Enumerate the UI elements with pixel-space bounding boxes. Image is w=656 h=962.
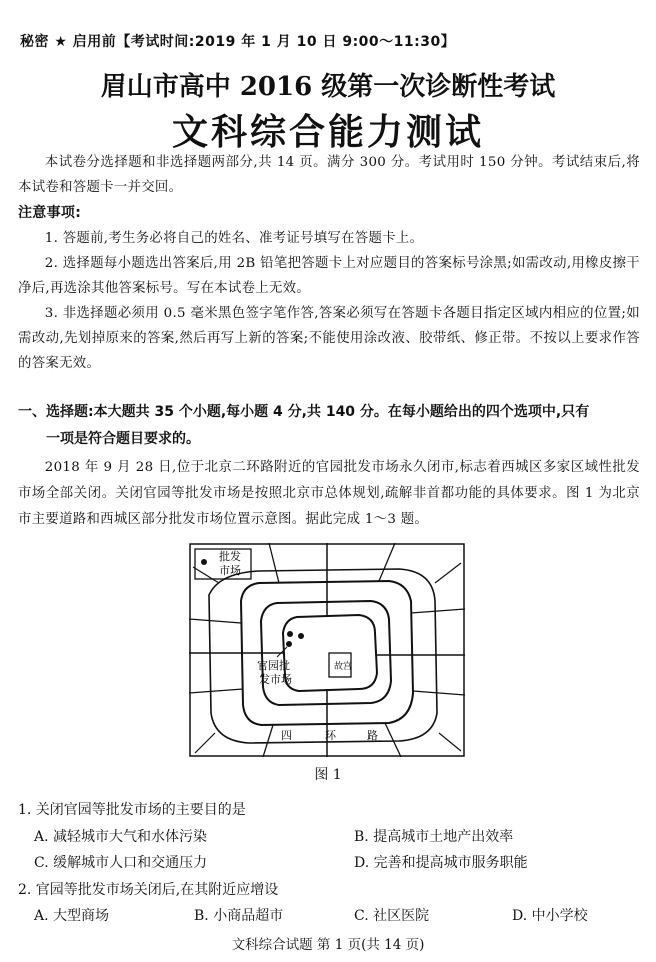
question-2-option-a: A. 大型商场 — [34, 908, 110, 924]
market-dot — [298, 633, 304, 639]
page-footer: 文科综合试题 第 1 页(共 14 页) — [231, 937, 425, 953]
section-heading — [18, 399, 640, 453]
question-1-option-b: B. 提高城市土地产出效率 — [354, 829, 514, 845]
question-1-option-d: D. 完善和提高城市服务职能 — [354, 855, 528, 871]
intro-paragraph: 本试卷分选择题和非选择题两部分,共 14 页。满分 300 分。考试用时 150 分钟。考试结束后,将本试卷和答题卡一并交回。 — [18, 155, 640, 195]
question-1-option-c: C. 缓解城市人口和交通压力 — [34, 855, 208, 871]
notice-item-1: 1. 答题前,考生务必将自己的姓名、准考证号填写在答题卡上。 — [44, 231, 424, 246]
section-heading-line2: 一项是符合题目要求的。 — [46, 431, 200, 447]
legend-label-1: 批发 — [219, 550, 241, 563]
market-dot — [287, 631, 293, 637]
question-1-option-a: A. 减轻城市大气和水体污染 — [34, 829, 208, 845]
road-label-1: 四 — [281, 729, 292, 742]
beijing-road-map — [189, 543, 465, 757]
market-label-2: 发市场 — [259, 673, 292, 686]
section-heading-line1: 一、选择题:本大题共 35 个小题,每小题 4 分,共 140 分。在每小题给出的四个选项中,只有 — [18, 404, 590, 420]
notice-heading: 注意事项: — [18, 205, 82, 221]
question-2-stem: 2. 官园等批发市场关闭后,在其附近应增设 — [18, 882, 279, 898]
road-label-2: 环 — [325, 729, 336, 742]
notice-item-2: 2. 选择题每小题选出答案后,用 2B 铅笔把答题卡上对应题目的答案标号涂黑;如需改动,用橡皮擦干净后,再选涂其他答案标号。写在本试卷上无效。 — [18, 256, 640, 296]
exam-title: 眉山市高中 2016 级第一次诊断性考试 — [100, 72, 556, 102]
question-2-option-b: B. 小商品超市 — [194, 908, 284, 924]
road-label-3: 路 — [367, 729, 378, 742]
question-2-option-d: D. 中小学校 — [512, 908, 588, 924]
palace-label: 故宫 — [334, 662, 353, 672]
figure-caption: 图 1 — [314, 767, 342, 783]
legend-market-dot — [201, 559, 207, 565]
question-2-option-c: C. 社区医院 — [354, 908, 430, 924]
legend-label-2: 市场 — [219, 564, 241, 577]
exam-subject-title: 文科综合能力测试 — [171, 112, 484, 153]
question-1-stem: 1. 关闭官园等批发市场的主要目的是 — [18, 802, 246, 818]
market-label-1: 官园批 — [257, 659, 290, 672]
passage-paragraph: 2018 年 9 月 28 日,位于北京二环路附近的官园批发市场永久闭市,标志着西城区多家区域性批发市场全部关闭。关闭官园等批发市场是按照北京市总体规划,疏解非首都功能的具体要求。图 1 为北京市主要道路和西城区部分批发市场位置示意图。据此完成 1～3 题。 — [18, 460, 640, 527]
market-dot — [286, 641, 292, 647]
notice-item-3: 3. 非选择题必须用 0.5 毫米黑色签字笔作答,答案必须写在答题卡各题目指定区域内相应的位置;如需改动,先划掉原来的答案,然后再写上新的答案;不能使用涂改液、胶带纸、修正带。不按以上要求作答的答案无效。 — [18, 306, 640, 371]
exam-time-line: 秘密 ★ 启用前【考试时间:2019 年 1 月 10 日 9:00～11:30】 — [20, 34, 456, 50]
